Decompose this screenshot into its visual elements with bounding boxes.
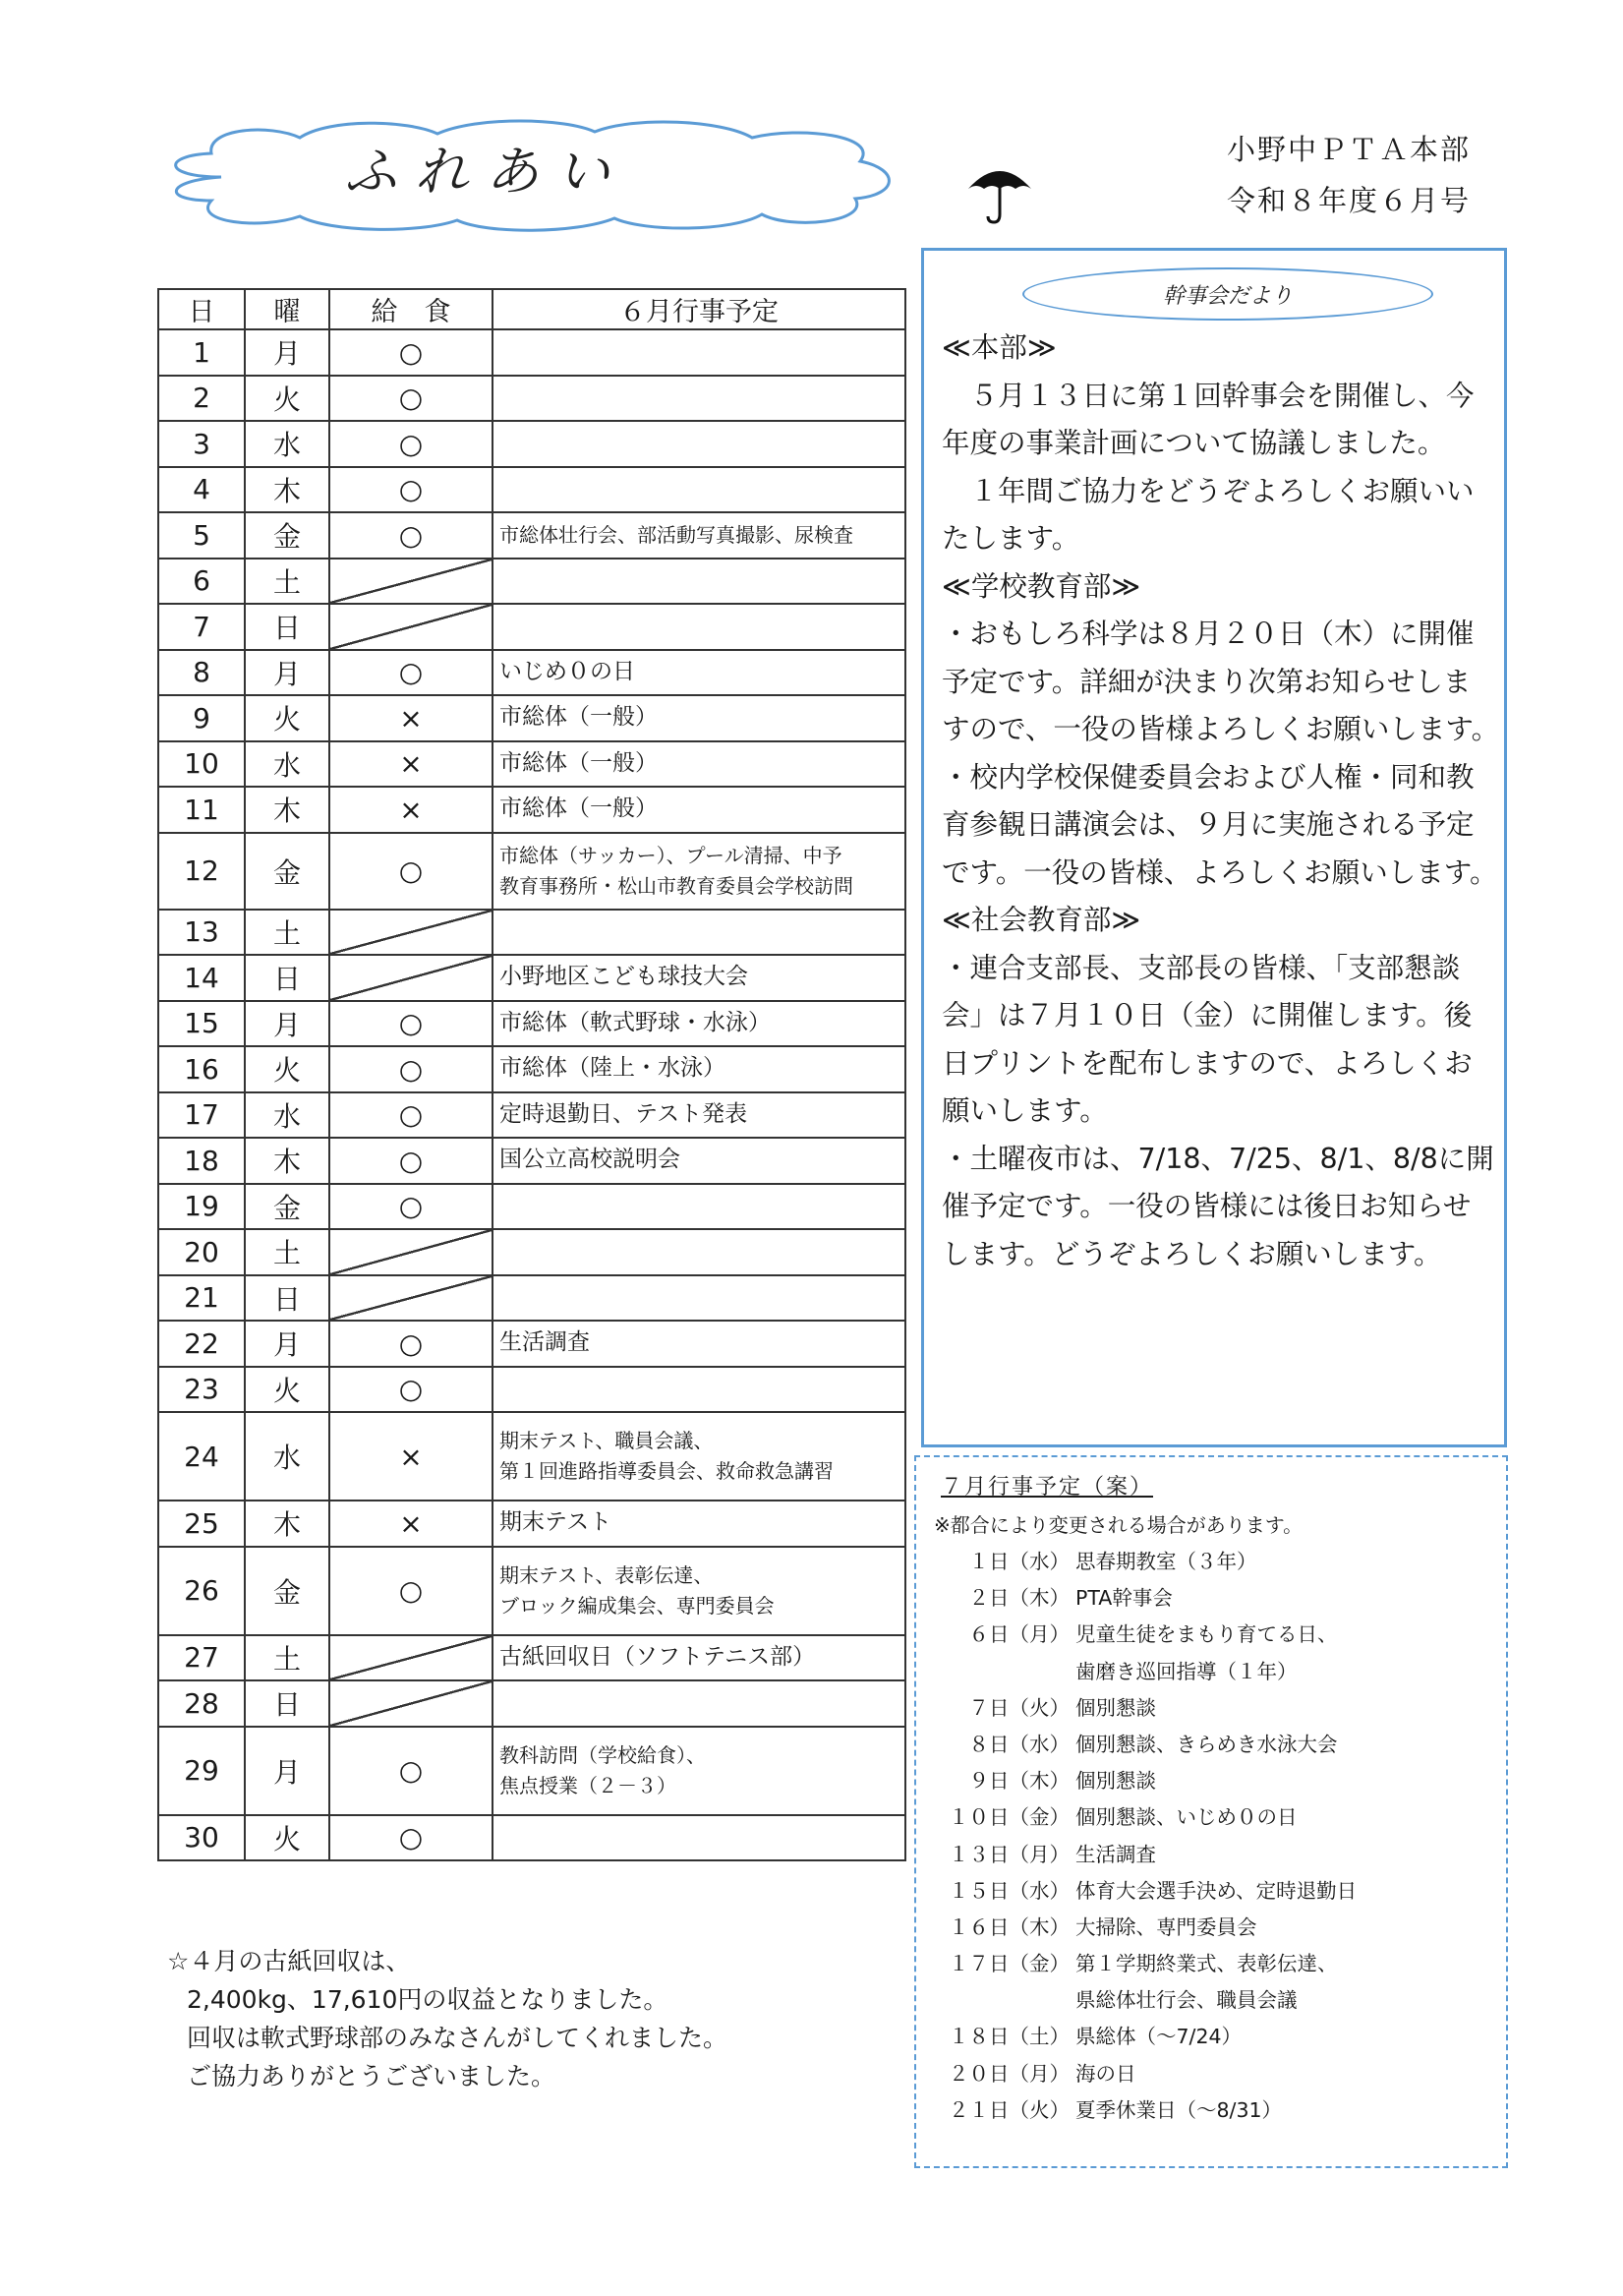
table-row	[158, 329, 905, 376]
lunch-cell: ○	[329, 1815, 493, 1861]
lunch-cell: ×	[329, 741, 493, 788]
issue-date: 令和８年度６月号	[1226, 184, 1471, 217]
table-row	[158, 1001, 905, 1047]
day-cell: 29	[158, 1727, 245, 1815]
table-row	[158, 467, 905, 513]
lunch-cell	[329, 559, 493, 605]
event-cell: いじめ０の日	[493, 650, 905, 696]
lunch-cell: ○	[329, 1046, 493, 1092]
day-cell: 17	[158, 1092, 245, 1139]
july-heading: ７月行事予定（案）	[941, 1475, 1154, 1500]
table-header-row	[158, 289, 905, 329]
table-row	[158, 955, 905, 1001]
july-item-date: １３日（月）	[949, 1842, 1070, 1866]
event-cell	[493, 467, 905, 513]
kanjikai-line: ≪学校教育部≫	[942, 569, 1141, 603]
event-line: 教育事務所・松山市教育委員会学校訪問	[499, 873, 853, 898]
july-item-date: １０日（金）	[949, 1805, 1070, 1830]
event-cell	[493, 1412, 905, 1501]
july-item-text: 海の日	[1075, 2061, 1136, 2086]
table-row	[158, 1727, 905, 1815]
event-line: 期末テスト、職員会議、	[499, 1429, 714, 1452]
header-weekday: 曜	[245, 289, 329, 329]
day-cell: 11	[158, 787, 245, 833]
july-item-date: ９日（木）	[968, 1769, 1070, 1794]
weekday-cell: 水	[245, 421, 329, 467]
table-row	[158, 1092, 905, 1139]
weekday-cell: 月	[245, 1001, 329, 1047]
lunch-cell: ○	[329, 650, 493, 696]
event-cell	[493, 604, 905, 650]
lunch-cell: ×	[329, 1412, 493, 1501]
weekday-cell: 日	[245, 1680, 329, 1727]
table-row	[158, 1229, 905, 1275]
july-item-text: 大掃除、専門委員会	[1075, 1914, 1257, 1939]
event-cell: 国公立高校説明会	[493, 1138, 905, 1184]
july-item	[944, 2092, 1494, 2129]
table-row	[158, 787, 905, 833]
weekday-cell: 金	[245, 1547, 329, 1635]
kanjikai-line: ・土曜夜市は、7/18、7/25、8/1、8/8に開	[942, 1142, 1494, 1175]
kanjikai-line: します。どうぞよろしくお願いします。	[942, 1237, 1442, 1270]
event-cell: 市総体（一般）	[493, 741, 905, 788]
event-cell	[493, 1815, 905, 1861]
recycling-note	[167, 1942, 727, 2095]
july-item-text: 個別懇談	[1075, 1695, 1156, 1720]
day-cell: 10	[158, 741, 245, 788]
lunch-cell	[329, 1275, 493, 1322]
day-cell: 26	[158, 1547, 245, 1635]
table-row	[158, 741, 905, 788]
kanjikai-line: 会」は７月１０日（金）に開催します。後	[942, 999, 1473, 1031]
kanjikai-line: 育参観日講演会は、９月に実施される予定	[942, 808, 1475, 841]
july-item	[944, 1910, 1494, 1946]
kanjikai-line: ≪本部≫	[942, 331, 1057, 364]
weekday-cell: 土	[245, 910, 329, 956]
day-cell: 28	[158, 1680, 245, 1727]
table-row	[158, 1184, 905, 1230]
july-item-text: 夏季休業日（～8/31）	[1075, 2097, 1283, 2122]
kanjikai-line: 予定です。詳細が決まり次第お知らせしま	[942, 665, 1472, 698]
table-row	[158, 1547, 905, 1635]
weekday-cell: 水	[245, 1412, 329, 1501]
event-cell: 市総体（一般）	[493, 695, 905, 741]
table-row	[158, 1275, 905, 1322]
kanjikai-line: １年間ご協力をどうぞよろしくお願いい	[942, 474, 1475, 507]
lunch-cell: ○	[329, 1367, 493, 1413]
table-row	[158, 1046, 905, 1092]
weekday-cell: 木	[245, 1501, 329, 1547]
july-item-text: 児童生徒をまもり育てる日、	[1075, 1622, 1338, 1647]
day-cell: 13	[158, 910, 245, 956]
weekday-cell: 金	[245, 512, 329, 559]
table-row	[158, 376, 905, 422]
july-item-text: 生活調査	[1075, 1842, 1156, 1866]
july-item-text: 個別懇談	[1075, 1769, 1156, 1794]
event-cell: 古紙回収日（ソフトテニス部）	[493, 1635, 905, 1681]
header-events: ６月行事予定	[493, 289, 905, 329]
lunch-cell	[329, 955, 493, 1001]
day-cell: 4	[158, 467, 245, 513]
kanjikai-line: ５月１３日に第１回幹事会を開催し、今	[942, 379, 1475, 412]
july-item-date: １８日（土）	[949, 2025, 1070, 2049]
lunch-cell	[329, 1635, 493, 1681]
day-cell: 24	[158, 1412, 245, 1501]
table-row	[158, 1815, 905, 1861]
weekday-cell: 火	[245, 376, 329, 422]
july-item-date: ８日（水）	[968, 1732, 1070, 1756]
july-item	[944, 1799, 1494, 1836]
weekday-cell: 金	[245, 833, 329, 910]
recycling-line: 2,400kg、17,610円の収益となりました。	[187, 1985, 668, 2014]
event-line: 焦点授業（２－３）	[499, 1773, 676, 1797]
july-item-text: 県総体（～7/24）	[1075, 2025, 1243, 2049]
event-cell	[493, 329, 905, 376]
kanjikai-line: ・校内学校保健委員会および人権・同和教	[942, 760, 1475, 794]
table-row	[158, 512, 905, 559]
july-event-list	[944, 1544, 1494, 2129]
kanjikai-line: です。一役の皆様、よろしくお願いします。	[942, 855, 1498, 889]
event-cell	[493, 559, 905, 605]
july-item-text: 第１学期終業式、表彰伝達、	[1075, 1952, 1338, 1976]
july-item	[944, 1837, 1494, 1873]
event-cell: 市総体壮行会、部活動写真撮影、尿検査	[493, 512, 905, 559]
recycling-line: 回収は軟式野球部のみなさんがしてくれました。	[187, 2024, 728, 2052]
lunch-cell	[329, 604, 493, 650]
kanjikai-line: すので、一役の皆様よろしくお願いします。	[942, 713, 1500, 745]
weekday-cell: 土	[245, 1635, 329, 1681]
table-row	[158, 421, 905, 467]
lunch-cell: ×	[329, 787, 493, 833]
weekday-cell: 月	[245, 650, 329, 696]
july-item-date: ７日（火）	[968, 1695, 1070, 1720]
day-cell: 20	[158, 1229, 245, 1275]
event-cell	[493, 910, 905, 956]
kanjikai-line: 催予定です。一役の皆様には後日お知らせ	[942, 1190, 1472, 1222]
july-item	[944, 2056, 1494, 2092]
july-item	[944, 1544, 1494, 1580]
july-item-text: 歯磨き巡回指導（１年）	[1075, 1659, 1298, 1683]
weekday-cell: 木	[245, 787, 329, 833]
day-cell: 21	[158, 1275, 245, 1322]
table-row	[158, 650, 905, 696]
lunch-cell: ×	[329, 1501, 493, 1547]
lunch-cell: ×	[329, 695, 493, 741]
july-item	[944, 1763, 1494, 1799]
weekday-cell: 土	[245, 559, 329, 605]
july-item-text: 思春期教室（３年）	[1075, 1550, 1257, 1573]
weekday-cell: 月	[245, 329, 329, 376]
weekday-cell: 火	[245, 1815, 329, 1861]
event-cell	[493, 833, 905, 910]
day-cell: 9	[158, 695, 245, 741]
weekday-cell: 月	[245, 1727, 329, 1815]
kanjikai-body	[942, 324, 1502, 1278]
event-cell: 市総体（陸上・水泳）	[493, 1046, 905, 1092]
weekday-cell: 日	[245, 604, 329, 650]
event-cell	[493, 1727, 905, 1815]
july-item	[944, 1946, 1494, 1982]
event-line: ブロック編成集会、専門委員会	[499, 1593, 775, 1618]
july-item	[944, 2019, 1494, 2055]
weekday-cell: 木	[245, 467, 329, 513]
weekday-cell: 月	[245, 1321, 329, 1367]
lunch-cell: ○	[329, 1138, 493, 1184]
kanjikai-line: たします。	[942, 522, 1080, 555]
day-cell: 16	[158, 1046, 245, 1092]
event-cell	[493, 1680, 905, 1727]
lunch-cell: ○	[329, 833, 493, 910]
day-cell: 15	[158, 1001, 245, 1047]
weekday-cell: 金	[245, 1184, 329, 1230]
event-cell: 市総体（一般）	[493, 787, 905, 833]
event-cell: 生活調査	[493, 1321, 905, 1367]
weekday-cell: 火	[245, 1367, 329, 1413]
day-cell: 25	[158, 1501, 245, 1547]
table-row	[158, 1321, 905, 1367]
recycling-line: ご協力ありがとうございました。	[187, 2062, 556, 2090]
recycling-line: ☆４月の古紙回収は、	[167, 1947, 411, 1975]
event-cell	[493, 1229, 905, 1275]
july-item-date: １６日（木）	[949, 1914, 1070, 1939]
july-item-text: 体育大会選手決め、定時退勤日	[1075, 1878, 1358, 1903]
day-cell: 3	[158, 421, 245, 467]
lunch-cell: ○	[329, 1727, 493, 1815]
lunch-cell: ○	[329, 467, 493, 513]
july-item	[944, 1580, 1494, 1617]
kanjikai-title: 幹事会だより	[1022, 267, 1433, 321]
weekday-cell: 木	[245, 1138, 329, 1184]
weekday-cell: 日	[245, 1275, 329, 1322]
day-cell: 23	[158, 1367, 245, 1413]
weekday-cell: 水	[245, 1092, 329, 1139]
lunch-cell: ○	[329, 1001, 493, 1047]
july-item	[944, 1654, 1494, 1690]
event-cell: 定時退勤日、テスト発表	[493, 1092, 905, 1139]
table-row	[158, 1635, 905, 1681]
day-cell: 18	[158, 1138, 245, 1184]
july-item-date: １５日（水）	[949, 1878, 1070, 1903]
day-cell: 6	[158, 559, 245, 605]
july-item-text: 県総体壮行会、職員会議	[1075, 1988, 1298, 2013]
day-cell: 12	[158, 833, 245, 910]
july-item-date: ２１日（火）	[949, 2097, 1070, 2122]
event-line: 第１回進路指導委員会、救命救急講習	[499, 1459, 834, 1483]
table-row	[158, 1138, 905, 1184]
july-item-date: ２０日（月）	[949, 2061, 1070, 2086]
event-cell: 市総体（軟式野球・水泳）	[493, 1001, 905, 1047]
kanjikai-line: ・おもしろ科学は８月２０日（木）に開催	[942, 618, 1475, 650]
june-schedule-table	[157, 288, 906, 1861]
lunch-cell	[329, 1229, 493, 1275]
table-row	[158, 1680, 905, 1727]
event-cell: 小野地区こども球技大会	[493, 955, 905, 1001]
july-item-text: 個別懇談、いじめ０の日	[1075, 1805, 1298, 1830]
lunch-cell: ○	[329, 1321, 493, 1367]
umbrella-icon	[965, 157, 1034, 226]
event-line: 教科訪問（学校給食）、	[499, 1742, 706, 1767]
event-cell: 期末テスト	[493, 1501, 905, 1547]
weekday-cell: 土	[245, 1229, 329, 1275]
day-cell: 22	[158, 1321, 245, 1367]
table-row	[158, 604, 905, 650]
table-row	[158, 1412, 905, 1501]
day-cell: 5	[158, 512, 245, 559]
table-row	[158, 559, 905, 605]
event-cell	[493, 1367, 905, 1413]
day-cell: 14	[158, 955, 245, 1001]
event-cell	[493, 1275, 905, 1322]
lunch-cell	[329, 910, 493, 956]
event-line: 市総体（サッカー）、プール清掃、中予	[499, 843, 842, 867]
july-item	[944, 1873, 1494, 1910]
day-cell: 27	[158, 1635, 245, 1681]
table-row	[158, 1367, 905, 1413]
day-cell: 19	[158, 1184, 245, 1230]
july-item-date: ６日（月）	[968, 1622, 1070, 1647]
weekday-cell: 火	[245, 1046, 329, 1092]
lunch-cell: ○	[329, 329, 493, 376]
july-item-text: 個別懇談、きらめき水泳大会	[1075, 1732, 1338, 1756]
newsletter-title: ふれあい	[344, 141, 627, 203]
event-cell	[493, 376, 905, 422]
kanjikai-line: 年度の事業計画について協議しました。	[942, 427, 1446, 459]
lunch-cell: ○	[329, 1184, 493, 1230]
org-name: 小野中ＰＴＡ本部	[1226, 133, 1471, 166]
header-lunch: 給 食	[329, 289, 493, 329]
header-day: 日	[158, 289, 245, 329]
july-item-date: ２日（木）	[968, 1586, 1070, 1611]
day-cell: 2	[158, 376, 245, 422]
july-item-text: PTA幹事会	[1075, 1586, 1173, 1611]
lunch-cell: ○	[329, 376, 493, 422]
day-cell: 7	[158, 604, 245, 650]
lunch-cell: ○	[329, 1092, 493, 1139]
kanjikai-line: ・連合支部長、支部長の皆様、「支部懇談	[942, 951, 1461, 984]
day-cell: 30	[158, 1815, 245, 1861]
lunch-cell: ○	[329, 421, 493, 467]
july-item	[944, 1982, 1494, 2019]
kanjikai-line: 願いします。	[942, 1094, 1108, 1127]
table-row	[158, 695, 905, 741]
table-row	[158, 833, 905, 910]
lunch-cell: ○	[329, 1547, 493, 1635]
event-cell	[493, 421, 905, 467]
table-row	[158, 1501, 905, 1547]
day-cell: 1	[158, 329, 245, 376]
event-cell	[493, 1184, 905, 1230]
weekday-cell: 火	[245, 695, 329, 741]
event-line: 期末テスト、表彰伝達、	[499, 1562, 714, 1587]
table-row	[158, 910, 905, 956]
kanjikai-line: ≪社会教育部≫	[942, 904, 1141, 936]
lunch-cell	[329, 1680, 493, 1727]
lunch-cell: ○	[329, 512, 493, 559]
july-item	[944, 1690, 1494, 1727]
event-cell	[493, 1547, 905, 1635]
july-item	[944, 1727, 1494, 1763]
july-note: ※都合により変更される場合があります。	[934, 1513, 1304, 1537]
weekday-cell: 水	[245, 741, 329, 788]
july-item	[944, 1617, 1494, 1653]
weekday-cell: 日	[245, 955, 329, 1001]
day-cell: 8	[158, 650, 245, 696]
july-item-date: １７日（金）	[949, 1952, 1070, 1976]
july-item-date: １日（水）	[968, 1550, 1070, 1573]
kanjikai-line: 日プリントを配布しますので、よろしくお	[942, 1046, 1473, 1080]
